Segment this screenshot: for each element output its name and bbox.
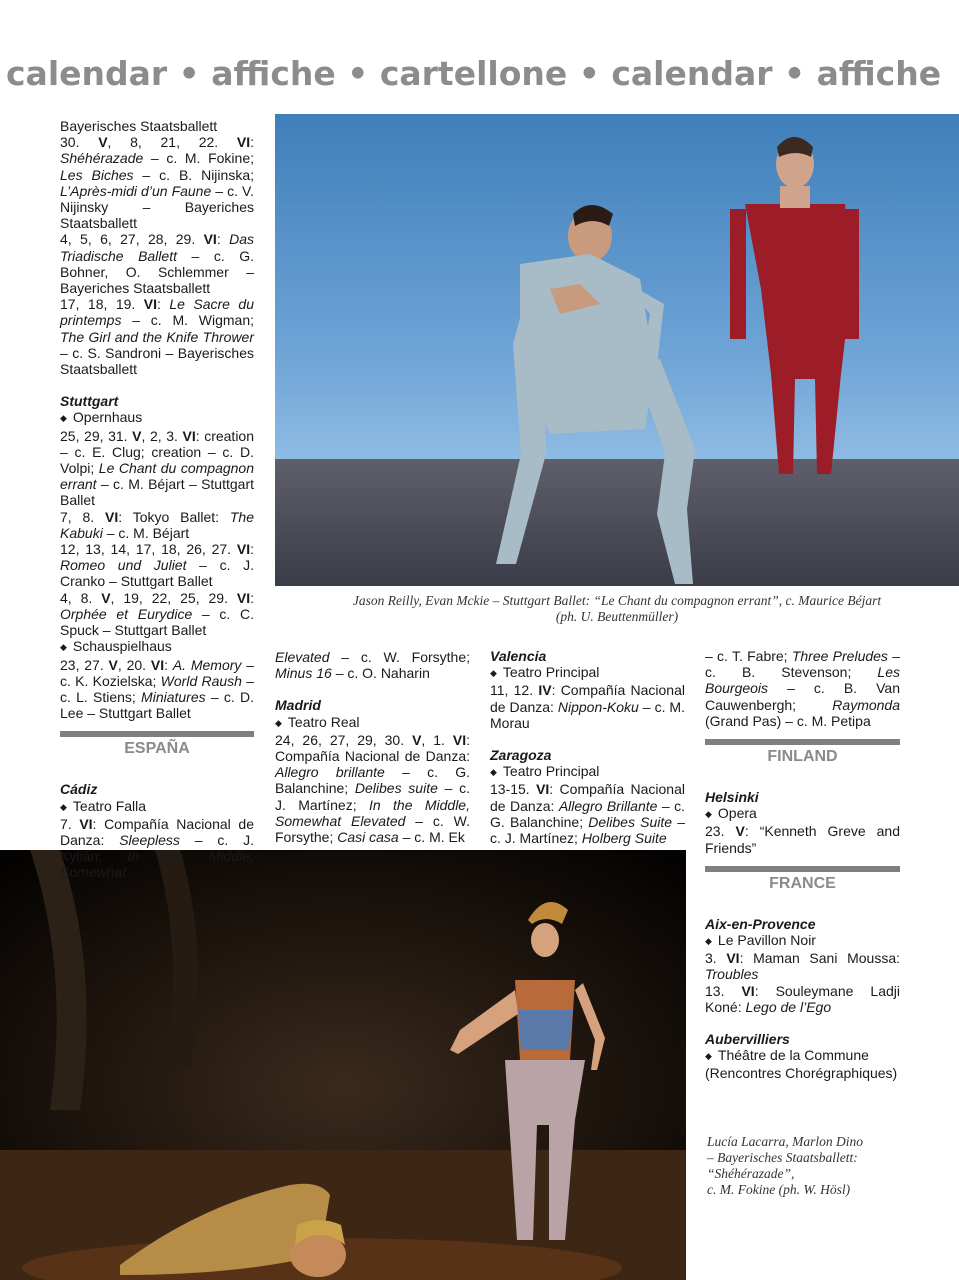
city-helsinki: Helsinki [705, 789, 759, 806]
photo2-caption [707, 1134, 907, 1198]
country-espana: ESPAÑA [60, 731, 254, 781]
city-aubervilliers: Aubervilliers [705, 1031, 790, 1048]
listing: 25, 29, 31. V, 2, 3. VI: creation – c. E. Clug; creation – c. D. Volpi; Le Chant du compagnon errant – c. M. Béjart – Stuttgart Ballet [60, 427, 255, 509]
photo2-caption-line: c. M. Fokine (ph. W. Hösl) [707, 1182, 851, 1197]
listing: 30. V, 8, 21, 22. VI: Shéhérazade – c. M. Fokine; Les Biches – c. B. Nijinska; L’Après-midi d’un Faune – c. V. Nijinsky – Bayeriches Staatsballett [60, 134, 254, 232]
page-header: calendar • affiche • cartellone • calendar • affiche [6, 54, 942, 93]
company-line: Bayerisches Staatsballett [60, 118, 218, 134]
listing: 24, 26, 27, 29, 30. V, 1. VI: Compañía Nacional de Danza: Allegro brillante – c. G. Balanchine; Delibes suite – c. J. Martínez; In the Middle, Somewhat Elevated – c. W. Forsythe; Casi casa – c. M. Ek [275, 731, 470, 846]
photo-stuttgart-ballet [275, 114, 959, 586]
venue-schauspielhaus: ◆ Schauspielhaus [60, 638, 254, 656]
listing: 12, 13, 14, 17, 18, 26, 27. VI: Romeo und Juliet – c. J. Cranko – Stuttgart Ballet [60, 541, 255, 590]
listing: 4, 5, 6, 27, 28, 29. VI: Das Triadische Ballett – c. G. Bohner, O. Schlemmer – Bayeriches Staatsballett [60, 231, 255, 297]
city-aix-en-provence: Aix-en-Provence [705, 915, 816, 932]
venue-opera: ◆ Opera [705, 805, 900, 823]
city-stuttgart: Stuttgart [60, 393, 119, 410]
listing: – c. T. Fabre; Three Preludes – c. B. Stevenson; Les Bourgeois – c. B. Van Cauwenbergh; Raymonda (Grand Pas) – c. M. Petipa [705, 648, 900, 729]
listing: Elevated – c. W. Forsythe; Minus 16 – c. O. Naharin [275, 649, 470, 682]
city-madrid: Madrid [275, 697, 321, 714]
listing: 11, 12. IV: Compañía Nacional de Danza: Nippon-Koku – c. M. Morau [490, 682, 685, 731]
venue-teatro-principal: ◆ Teatro Principal [490, 763, 685, 781]
venue-teatro-falla: ◆ Teatro Falla [60, 798, 254, 816]
photo1-caption [275, 593, 959, 625]
photo-sheherazade [0, 850, 686, 1280]
photo1-caption-line: (ph. U. Beuttenmüller) [555, 609, 679, 624]
listing: 23, 27. V, 20. VI: A. Memory – c. K. Kozielska; World Raush – c. L. Stiens; Miniatures – c. D. Lee – Stuttgart Ballet [60, 656, 254, 722]
column-2 [275, 649, 470, 845]
listing: 17, 18, 19. VI: Le Sacre du printemps – c. M. Wigman; The Girl and the Knife Thrower – c. S. Sandroni – Bayerisches Staatsballett [60, 296, 254, 378]
listing: (Rencontres Chorégraphiques) [705, 1065, 898, 1082]
column-1 [60, 118, 254, 881]
venue-teatro-real: ◆ Teatro Real [275, 714, 470, 732]
venue-theatre-commune: ◆ Théâtre de la Commune [705, 1047, 900, 1065]
listing: 4, 8. V, 19, 22, 25, 29. VI: Orphée et Eurydice – c. C. Spuck – Stuttgart Ballet [60, 589, 255, 639]
sheherazade-illustration [0, 850, 686, 1280]
listing: 13-15. VI: Compañía Nacional de Danza: Allegro Brillante – c. G. Balanchine; Delibes Suite – c. J. Martínez; Holberg Suite [490, 781, 685, 847]
listing: 7. VI: Compañía Nacional de Danza: Sleepless – c. J. Kylián; In the Middle, Somewhat [60, 815, 254, 881]
listing: 23. V: “Kenneth Greve and Friends” [705, 823, 900, 856]
photo1-caption-line: Jason Reilly, Evan Mckie – Stuttgart Ballet: “Le Chant du compagnon errant”, c. Maurice Béjart [352, 593, 882, 608]
venue-opernhaus: ◆ Opernhaus [60, 409, 254, 427]
listing: 3. VI: Maman Sani Moussa: Troubles [705, 950, 900, 983]
country-finland: FINLAND [705, 739, 900, 789]
city-zaragoza: Zaragoza [490, 747, 552, 764]
city-cadiz: Cádiz [60, 781, 98, 798]
photo2-caption-line: Lucía Lacarra, Marlon Dino [707, 1134, 864, 1149]
column-4 [705, 648, 900, 1082]
venue-teatro-principal: ◆ Teatro Principal [490, 664, 685, 682]
photo2-caption-line: – Bayerisches Staatsballett: [707, 1150, 858, 1165]
listing: 13. VI: Souleymane Ladji Koné: Lego de l’Ego [705, 982, 900, 1015]
city-valencia: Valencia [490, 648, 547, 664]
dancers-illustration [275, 114, 959, 586]
photo2-caption-line: “Shéhérazade”, [707, 1166, 795, 1181]
column-3 [490, 648, 685, 846]
venue-pavillon-noir: ◆ Le Pavillon Noir [705, 932, 900, 950]
listing: 7, 8. VI: Tokyo Ballet: The Kabuki – c. M. Béjart [60, 508, 254, 541]
country-france: FRANCE [705, 866, 900, 916]
